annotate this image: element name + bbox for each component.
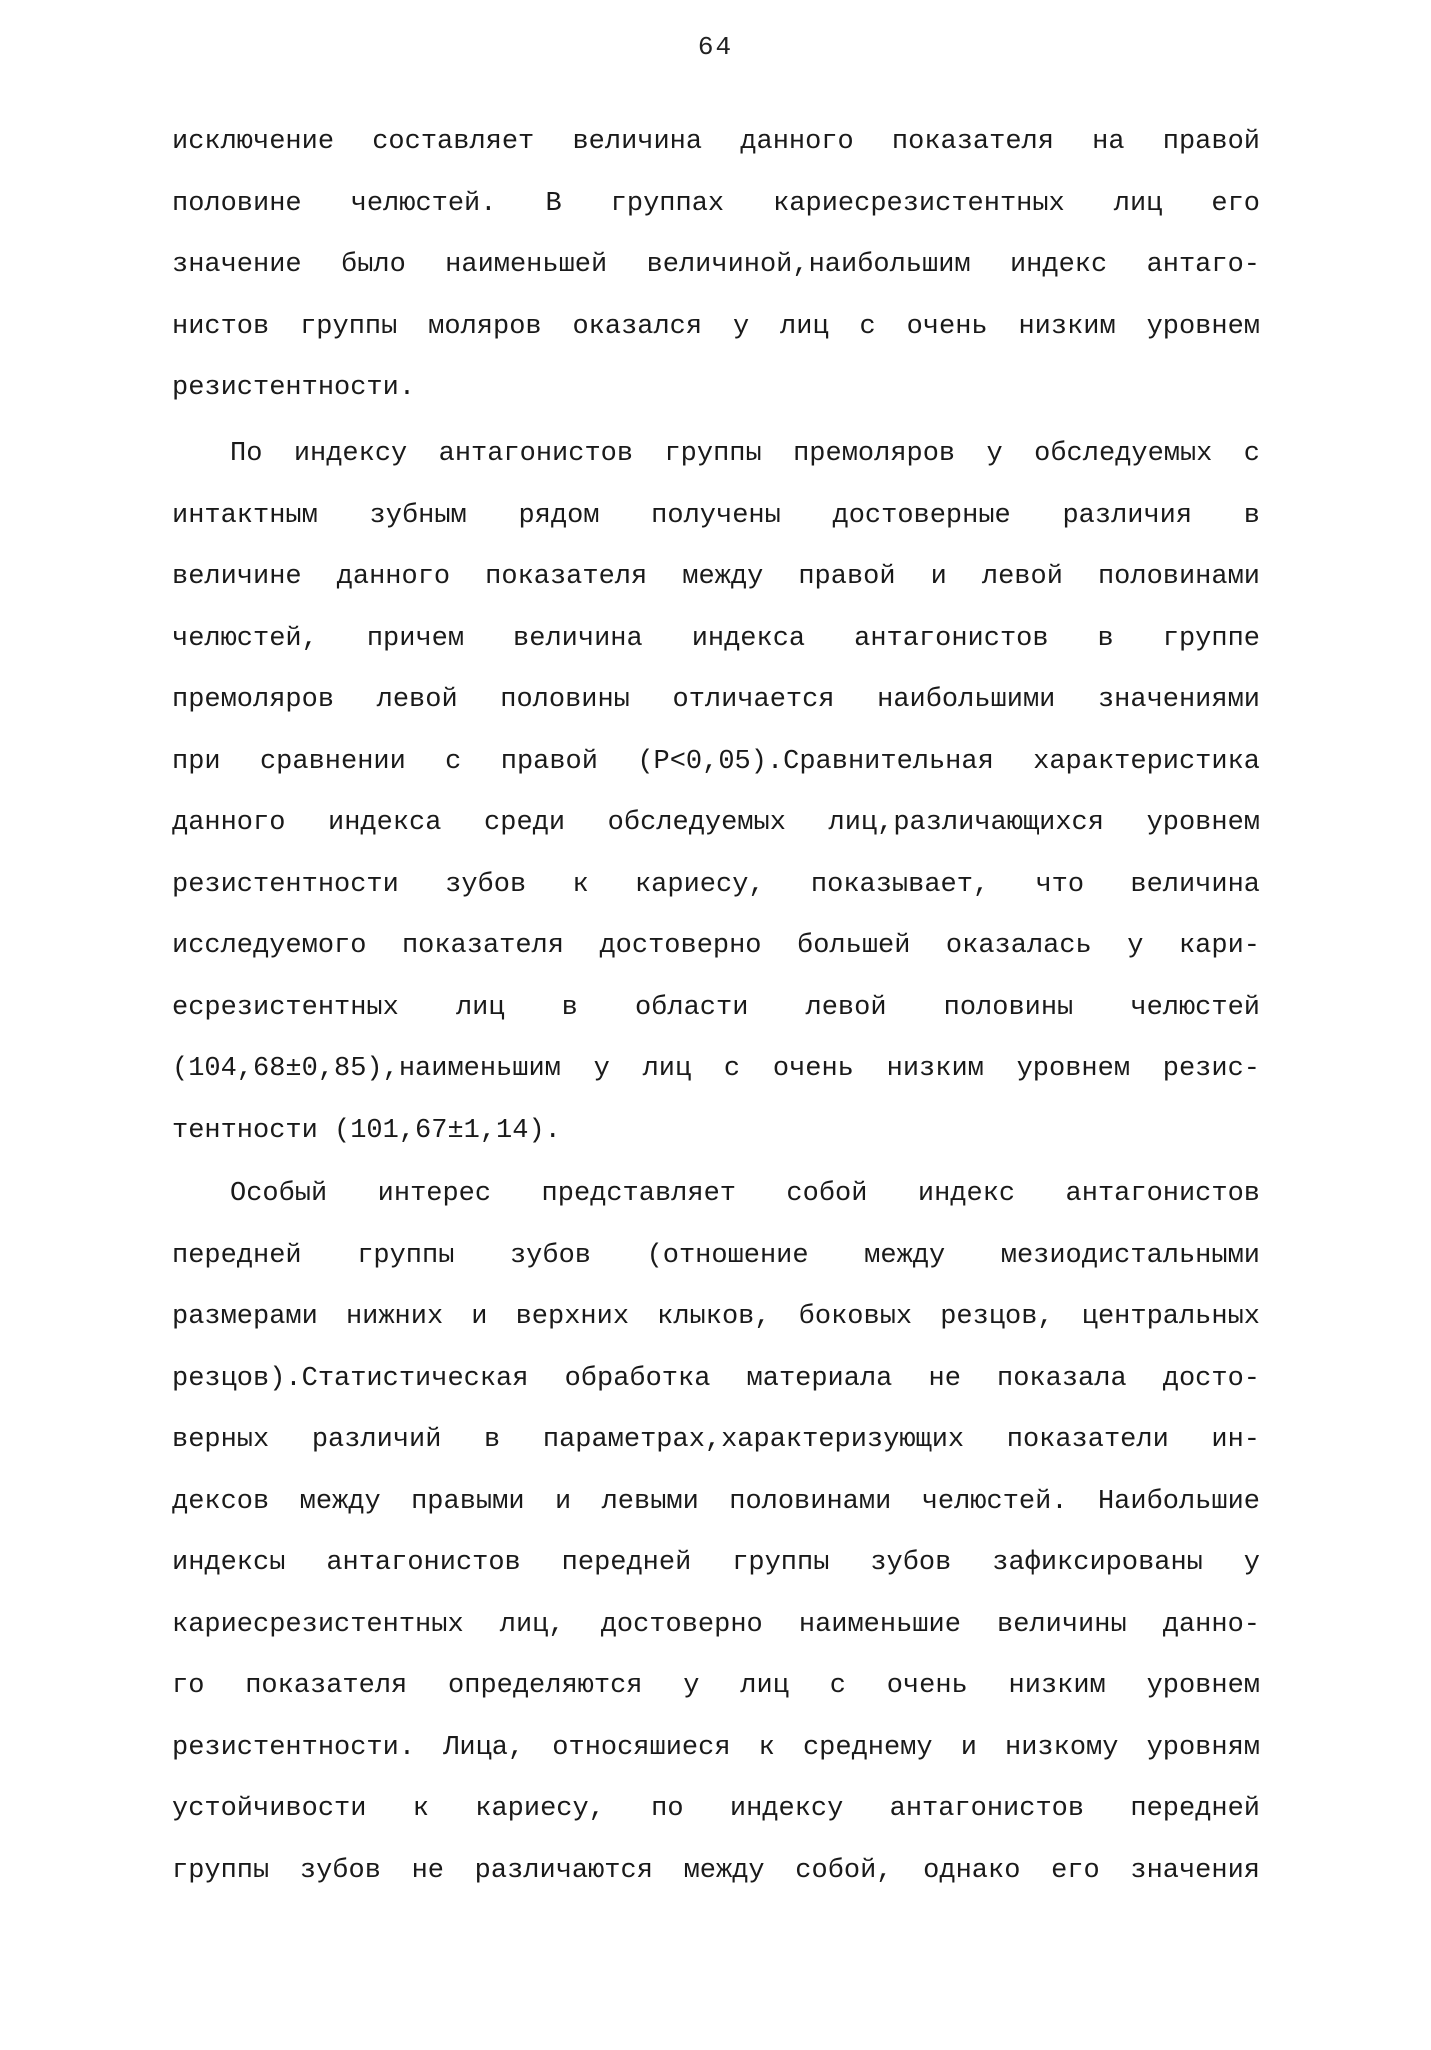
text-line: группы зубов не различаются между собой, однако его значения [172, 1855, 1260, 1886]
text-line: есрезистентных лиц в области левой половины челюстей [172, 992, 1260, 1023]
page-number: 64 [697, 32, 734, 62]
text-line: го показателя определяются у лиц с очень низким уровнем [172, 1671, 1260, 1701]
text-line: устойчивости к кариесу, по индексу антагонистов передней [172, 1794, 1260, 1824]
text-line: передней группы зубов (отношение между мезиодистальными [172, 1240, 1260, 1271]
text-line: индексы антагонистов передней группы зубов зафиксированы у [172, 1548, 1260, 1578]
text-line: величине данного показателя между правой и левой половинами [172, 562, 1260, 592]
text-line: тентности (101,67±1,14). [172, 1115, 561, 1146]
text-line: нистов группы моляров оказался у лиц с очень низким уровнем [172, 311, 1260, 342]
text-line: По индексу антагонистов группы премоляров у обследуемых с [230, 439, 1260, 469]
text-line: данного индекса среди обследуемых лиц,различающихся уровнем [172, 808, 1260, 838]
text-line: резистентности. [172, 373, 416, 403]
text-line: Особый интерес представляет собой индекс антагонистов [230, 1179, 1260, 1209]
text-line: дексов между правыми и левыми половинами челюстей. Наибольшие [172, 1486, 1260, 1517]
text-line: резистентности. Лица, относяшиеся к среднему и низкому уровням [172, 1732, 1260, 1763]
text-line: при сравнении с правой (P<0,05).Сравнительная характеристика [172, 746, 1260, 777]
text-line: кариесрезистентных лиц, достоверно наименьшие величины данно- [172, 1609, 1260, 1640]
paragraph-3 [172, 1164, 1260, 1902]
paragraph-1 [172, 112, 1260, 420]
text-line: исследуемого показателя достоверно большей оказалась у кари- [172, 931, 1260, 961]
text-line: (104,68±0,85),наименьшим у лиц с очень низким уровнем резис- [172, 1054, 1260, 1084]
text-line: значение было наименьшей величиной,наибольшим индекс антаго- [172, 250, 1260, 280]
text-line: верных различий в параметрах,характеризующих показатели ин- [172, 1425, 1260, 1455]
text-line: резистентности зубов к кариесу, показывает, что величина [172, 869, 1260, 900]
text-line: челюстей, причем величина индекса антагонистов в группе [172, 623, 1260, 654]
text-line: резцов).Статистическая обработка материала не показала досто- [172, 1363, 1260, 1394]
text-line: исключение составляет величина данного показателя на правой [172, 127, 1260, 157]
text-line: половине челюстей. В группах кариесрезистентных лиц его [172, 188, 1260, 219]
paragraph-2 [172, 424, 1260, 1162]
text-line: интактным зубным рядом получены достоверные различия в [172, 500, 1260, 531]
text-line: премоляров левой половины отличается наибольшими значениями [172, 685, 1260, 715]
text-line: размерами нижних и верхних клыков, боковых резцов, центральных [172, 1302, 1260, 1332]
